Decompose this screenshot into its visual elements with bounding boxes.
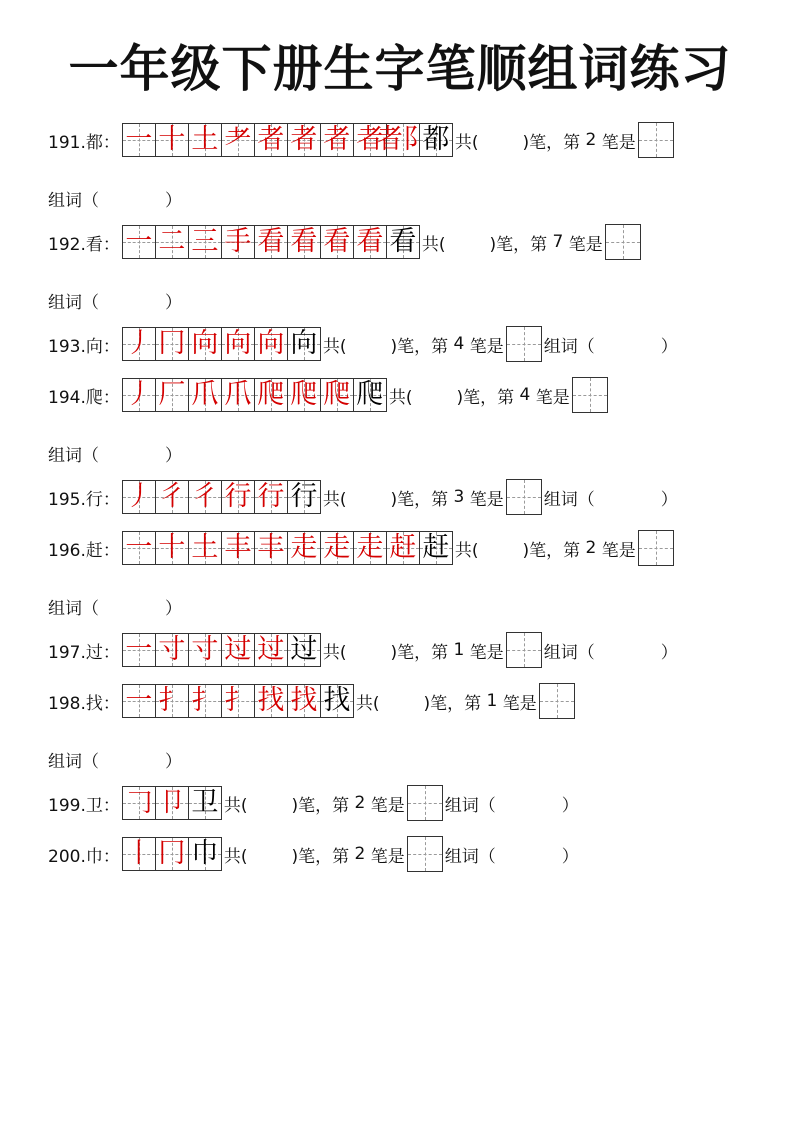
stroke-step-cell [155,378,189,412]
exercise-row [48,479,678,515]
stroke-step-cell [221,327,255,361]
stroke-step-char: 赶 [422,532,450,563]
stroke-index: 1 [481,691,503,711]
stroke-step-cell [419,531,453,565]
word-row [48,435,182,471]
exercise-row [48,530,676,566]
word-label-close: ） [165,751,182,772]
stroke-step-cell [122,225,156,259]
total-label-close: )笔，第 [291,795,350,816]
stroke-step-char: 行 [257,481,285,512]
stroke-step-cell [188,327,222,361]
total-label-close: )笔，第 [390,642,449,663]
stroke-is-label: 笔是 [535,387,570,408]
stroke-step-cell [122,480,156,514]
total-label-close: )笔，第 [456,387,515,408]
stroke-step-char: 扌 [224,685,252,716]
item-number: 195.行： [48,489,120,510]
stroke-step-char: 十 [158,124,186,155]
answer-box[interactable] [506,326,542,362]
stroke-step-char: 者 [356,124,384,155]
stroke-step-char: 看 [389,226,417,257]
word-label-close: ） [660,642,678,663]
item-number: 199.卫： [48,795,120,816]
stroke-step-cell [254,225,288,259]
answer-box[interactable] [572,377,608,413]
stroke-order-strip [122,684,354,718]
word-label-close: ） [165,292,182,313]
stroke-step-cell [221,378,255,412]
item-number: 193.向： [48,336,120,357]
stroke-step-cell [188,786,222,820]
stroke-step-cell [155,225,189,259]
word-label-close: ） [165,445,182,466]
stroke-step-cell [155,327,189,361]
stroke-order-strip [122,531,453,565]
item-number: 191.都： [48,132,120,153]
total-label-close: )笔，第 [522,540,581,561]
stroke-step-char: 丰 [257,532,285,563]
stroke-index: 2 [580,538,602,558]
item-number: 194.爬： [48,387,120,408]
stroke-step-cell [188,837,222,871]
stroke-step-cell [254,327,288,361]
stroke-is-label: 笔是 [469,489,504,510]
stroke-step-cell [188,225,222,259]
word-label-open: 组词（ [543,489,595,510]
stroke-step-char: 彳 [191,481,219,512]
stroke-step-cell [353,378,387,412]
total-label-open: 共( [322,489,347,510]
stroke-step-char: 向 [290,328,318,359]
word-row [48,741,182,777]
stroke-step-cell [122,327,156,361]
answer-box[interactable] [638,530,674,566]
stroke-is-label: 笔是 [370,795,405,816]
total-label-open: 共( [388,387,413,408]
total-label-open: 共( [223,795,248,816]
stroke-step-char: 冂 [158,328,186,359]
stroke-step-char: 过 [257,634,285,665]
stroke-index: 4 [514,385,536,405]
stroke-step-cell [155,837,189,871]
stroke-step-cell [386,531,420,565]
word-label-open: 组词（ [543,336,595,357]
stroke-step-char: 找 [290,685,318,716]
total-label-open: 共( [355,693,380,714]
stroke-step-char: 三 [191,226,219,257]
stroke-step-char: 看 [356,226,384,257]
stroke-step-char: 向 [257,328,285,359]
stroke-step-char: 看 [290,226,318,257]
stroke-step-char: 扌 [158,685,186,716]
stroke-is-label: 笔是 [469,642,504,663]
total-label-open: 共( [454,132,479,153]
stroke-step-cell [287,225,321,259]
stroke-step-cell [320,378,354,412]
total-label-open: 共( [322,336,347,357]
total-label-close: )笔，第 [291,846,350,867]
stroke-step-cell [188,531,222,565]
stroke-order-strip [122,225,420,259]
exercise-row [48,836,579,872]
stroke-step-cell [122,633,156,667]
stroke-is-label: 笔是 [370,846,405,867]
stroke-step-char: 爪 [224,379,252,410]
stroke-step-char: 一 [125,226,153,257]
stroke-step-char: 寸 [191,634,219,665]
stroke-is-label: 笔是 [601,132,636,153]
word-label-open: 组词（ [48,292,99,313]
stroke-step-char: 爬 [257,379,285,410]
word-label-close: ） [561,795,579,816]
total-label-open: 共( [421,234,446,255]
total-label-close: )笔，第 [423,693,482,714]
stroke-step-cell [221,123,255,157]
stroke-step-char: 一 [125,634,153,665]
stroke-index: 2 [349,793,371,813]
stroke-step-char: 巾 [191,838,219,869]
exercise-row [48,683,577,719]
stroke-index: 1 [448,640,470,660]
stroke-step-char: 者 [323,124,351,155]
stroke-step-cell [287,480,321,514]
word-row [48,588,182,624]
stroke-step-char: 彳 [158,481,186,512]
stroke-step-char: 二 [158,226,186,257]
word-label-close: ） [165,190,182,211]
word-label-close: ） [660,336,678,357]
stroke-step-cell [188,633,222,667]
stroke-step-cell [122,786,156,820]
word-row [48,282,182,318]
total-label-close: )笔，第 [390,336,449,357]
word-label-open: 组词（ [444,846,496,867]
stroke-step-char: 丿 [125,379,153,410]
item-number: 192.看： [48,234,120,255]
exercise-row [48,326,678,362]
stroke-step-cell [287,633,321,667]
stroke-step-char: 爪 [191,379,219,410]
stroke-step-char: 土 [191,532,219,563]
stroke-step-cell [122,684,156,718]
word-label-open: 组词（ [543,642,595,663]
stroke-step-cell [155,480,189,514]
stroke-step-char: 一 [125,685,153,716]
stroke-step-char: 看 [323,226,351,257]
stroke-step-cell [254,531,288,565]
stroke-step-char: 看 [257,226,285,257]
exercise-row [48,377,610,413]
stroke-order-strip [122,327,321,361]
stroke-step-cell [155,684,189,718]
stroke-step-char: 厂 [158,379,186,410]
stroke-step-char: 过 [290,634,318,665]
stroke-step-char: 行 [224,481,252,512]
exercise-row [48,785,579,821]
stroke-step-char: 丿 [125,481,153,512]
stroke-step-char: 爬 [356,379,384,410]
stroke-step-char: 扌 [191,685,219,716]
stroke-step-char: 卩 [158,787,186,818]
stroke-step-cell [287,327,321,361]
stroke-step-char: 耂 [224,124,252,155]
stroke-step-char: 者 [290,124,318,155]
stroke-step-cell [320,225,354,259]
exercise-row [48,122,676,158]
stroke-step-cell [375,123,430,157]
total-label-open: 共( [454,540,479,561]
total-label-close: )笔，第 [489,234,548,255]
total-label-open: 共( [322,642,347,663]
stroke-step-cell [254,684,288,718]
stroke-is-label: 笔是 [502,693,537,714]
stroke-step-char: 冂 [158,838,186,869]
exercise-row [48,632,678,668]
stroke-order-strip [122,378,387,412]
stroke-step-cell [122,837,156,871]
stroke-step-cell [287,531,321,565]
stroke-step-char: 土 [191,124,219,155]
item-number: 196.赶： [48,540,120,561]
stroke-is-label: 笔是 [568,234,603,255]
stroke-step-cell [122,531,156,565]
stroke-step-cell [188,123,222,157]
stroke-step-char: 丿 [125,328,153,359]
stroke-order-strip [122,480,321,514]
stroke-step-cell [122,378,156,412]
stroke-step-cell [287,378,321,412]
stroke-step-char: 爬 [290,379,318,410]
stroke-step-char: 寸 [158,634,186,665]
stroke-step-char: 走 [290,532,318,563]
stroke-step-cell [155,633,189,667]
stroke-step-cell [254,378,288,412]
word-row [48,180,182,216]
answer-box[interactable] [407,785,443,821]
stroke-step-cell [254,480,288,514]
stroke-step-cell [221,480,255,514]
stroke-order-strip [122,786,222,820]
stroke-step-char: 十 [158,532,186,563]
stroke-step-cell [254,123,288,157]
word-label-open: 组词（ [48,190,99,211]
word-label-close: ） [561,846,579,867]
stroke-step-cell [320,531,354,565]
stroke-step-cell [287,684,321,718]
stroke-step-cell [221,684,255,718]
word-label-open: 组词（ [48,445,99,466]
answer-box[interactable] [506,632,542,668]
stroke-step-cell [320,123,354,157]
word-label-open: 组词（ [48,751,99,772]
stroke-step-cell [353,225,387,259]
stroke-step-cell [254,633,288,667]
stroke-step-char: 向 [191,328,219,359]
stroke-index: 7 [547,232,569,252]
stroke-step-cell [155,531,189,565]
stroke-step-char: 走 [356,532,384,563]
stroke-is-label: 笔是 [601,540,636,561]
stroke-step-char: 一 [125,124,153,155]
word-label-close: ） [165,598,182,619]
stroke-is-label: 笔是 [469,336,504,357]
stroke-index: 4 [448,334,470,354]
stroke-step-char: 都 [422,124,450,155]
total-label-close: )笔，第 [390,489,449,510]
stroke-step-char: 向 [224,328,252,359]
stroke-step-char: 找 [323,685,351,716]
stroke-step-cell [188,684,222,718]
stroke-step-char: 一 [125,532,153,563]
exercise-row [48,224,643,260]
total-label-open: 共( [223,846,248,867]
stroke-order-strip [122,837,222,871]
stroke-index: 2 [349,844,371,864]
stroke-step-cell [320,684,354,718]
stroke-step-char: 手 [224,226,252,257]
stroke-step-cell [419,123,453,157]
stroke-step-cell [221,531,255,565]
stroke-step-char: 丨 [125,838,153,869]
stroke-step-char: 者 [257,124,285,155]
stroke-step-cell [353,531,387,565]
stroke-step-cell [155,123,189,157]
word-label-close: ） [660,489,678,510]
stroke-step-char: 赶 [389,532,417,563]
word-label-open: 组词（ [444,795,496,816]
stroke-index: 2 [580,130,602,150]
stroke-index: 3 [448,487,470,507]
item-number: 200.巾： [48,846,120,867]
answer-box[interactable] [605,224,641,260]
stroke-step-char: 𠃌 [125,787,153,818]
stroke-step-char: 过 [224,634,252,665]
stroke-order-strip [122,123,453,157]
stroke-step-char: 找 [257,685,285,716]
item-number: 198.找： [48,693,120,714]
answer-box[interactable] [407,836,443,872]
stroke-step-cell [122,123,156,157]
word-label-open: 组词（ [48,598,99,619]
stroke-step-cell [221,225,255,259]
stroke-step-cell [188,378,222,412]
stroke-step-char: 卫 [191,787,219,818]
stroke-step-char: 爬 [323,379,351,410]
answer-box[interactable] [539,683,575,719]
stroke-step-cell [188,480,222,514]
total-label-close: )笔，第 [522,132,581,153]
answer-box[interactable] [506,479,542,515]
stroke-step-cell [155,786,189,820]
stroke-step-char: 丰 [224,532,252,563]
answer-box[interactable] [638,122,674,158]
stroke-step-char: 行 [290,481,318,512]
stroke-step-cell [287,123,321,157]
item-number: 197.过： [48,642,120,663]
stroke-step-char: 者阝 [375,124,430,155]
stroke-step-cell [386,225,420,259]
page-title: 一年级下册生字笔顺组词练习 [68,40,732,98]
stroke-step-char: 走 [323,532,351,563]
stroke-step-cell [221,633,255,667]
stroke-order-strip [122,633,321,667]
